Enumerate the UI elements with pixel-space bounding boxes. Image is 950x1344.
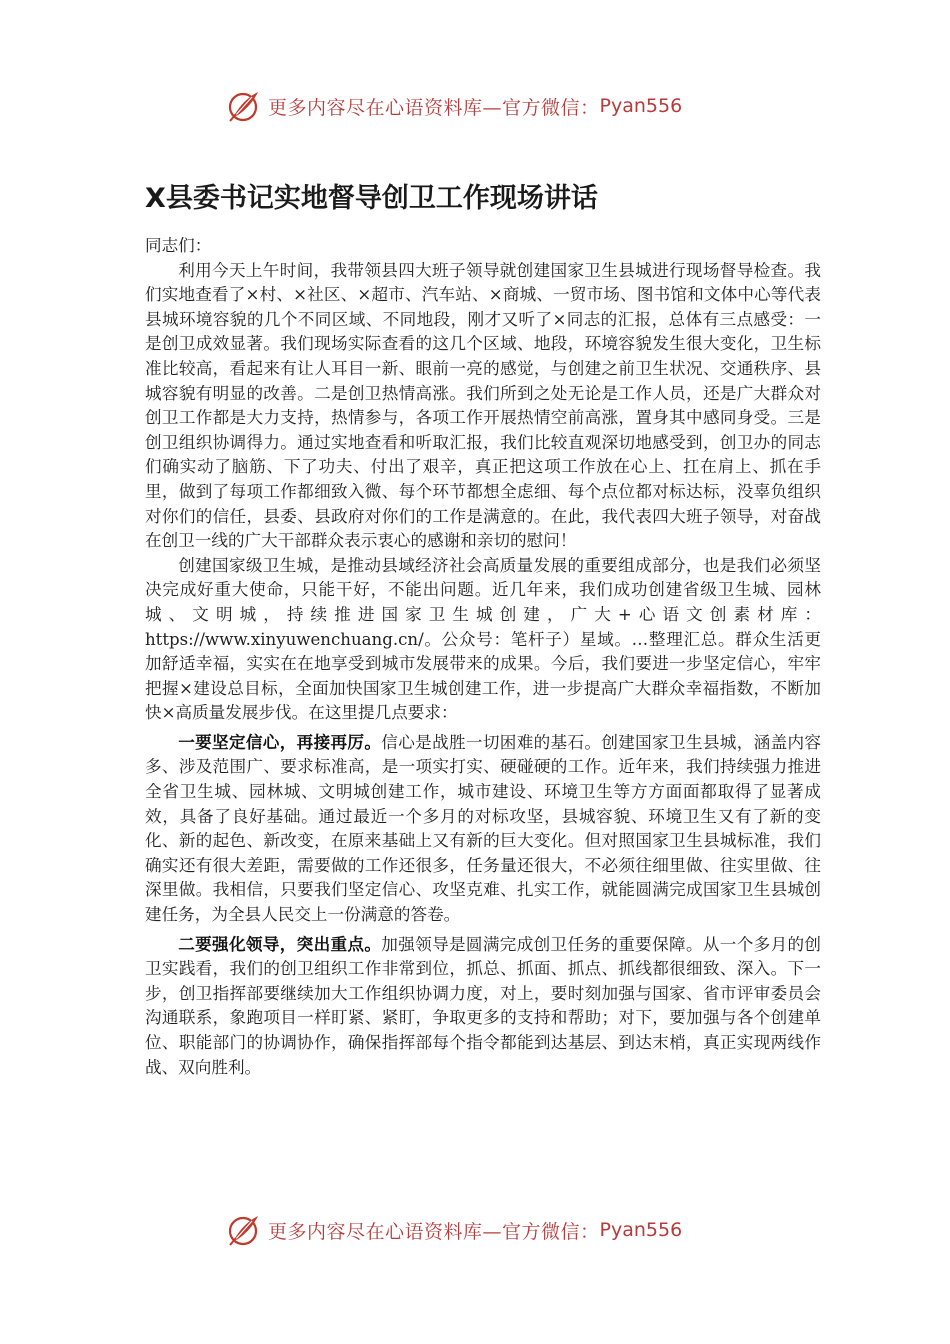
banner-text: 更多内容尽在心语资料库—官方微信： bbox=[268, 1220, 600, 1243]
feather-pen-logo-icon bbox=[226, 88, 262, 124]
paragraph-3-lead: 一要坚定信心，再接再厉。 bbox=[178, 731, 382, 752]
feather-pen-logo-icon bbox=[226, 1212, 262, 1248]
footer-watermark bbox=[226, 1210, 682, 1250]
paragraph-4-body: 加强领导是圆满完成创卫任务的重要保障。从一个多月的创卫实践看，我们的创卫组织工作非常到位，抓总、抓面、抓点、抓线都很细致、深入。下一步，创卫指挥部要继续加大工作组织协调力度，对上，要时刻加强与国家、省市评审委员会沟通联系，象跑项目一样盯紧、紧盯，争取更多的支持和帮助；对下，要加强与各个创建单位、职能部门的协调协作，确保指挥部每个指令都能到达基层、到达末梢，真正实现两线作战、双向胜利。 bbox=[145, 934, 822, 1077]
banner-wechat-id: Pyan556 bbox=[599, 95, 683, 117]
greeting: 同志们： bbox=[145, 236, 212, 255]
paragraph-3-body: 信心是战胜一切困难的基石。创建国家卫生县城，涵盖内容多、涉及范围广、要求标准高，是一项实打实、硬碰硬的工作。近年来，我们持续强力推进全省卫生城、园林城、文明城创建工作，城市建设、环境卫生等方方面面都取得了显著成效，具备了良好基础。通过最近一个多月的对标攻坚，县城容貌、环境卫生又有了新的变化、新的起色、新改变，在原来基础上又有新的巨大变化。但对照国家卫生县城标准，我们确实还有很大差距，需要做的工作还很多，任务量还很大，不必须往细里做、往实里做、往深里做。我相信，只要我们坚定信心、攻坚克难、扎实工作，就能圆满完成国家卫生县城创建任务，为全县人民交上一份满意的答卷。 bbox=[145, 732, 822, 925]
document-body bbox=[145, 234, 821, 1080]
paragraph-3 bbox=[145, 730, 821, 928]
banner-wechat-id: Pyan556 bbox=[599, 1219, 683, 1241]
document-title: X县委书记实地督导创卫工作现场讲话 bbox=[145, 183, 598, 214]
paragraph-1: 利用今天上午时间，我带领县四大班子领导就创建国家卫生县城进行现场督导检查。我们实地查看了×村、×社区、×超市、汽车站、×商城、一贸市场、图书馆和文体中心等代表县城环境容貌的几个不同区域、不同地段，刚才又听了×同志的汇报，总体有三点感受：一是创卫成效显著。我们现场实际查看的这几个区域、地段，环境容貌发生很大变化，卫生标准比较高，看起来有让人耳目一新、眼前一亮的感觉，与创建之前卫生状况、交通秩序、县城容貌有明显的改善。二是创卫热情高涨。我们所到之处无论是工作人员，还是广大群众对创卫工作都是大力支持，热情参与，各项工作开展热情空前高涨，置身其中感同身受。三是创卫组织协调得力。通过实地查看和听取汇报，我们比较直观深切地感受到，创卫办的同志们确实动了脑筋、下了功夫、付出了艰辛，真正把这项工作放在心上、扛在肩上、抓在手里，做到了每项工作都细致入微、每个环节都想全虑细、每个点位都对标达标，没辜负组织对你们的信任，县委、县政府对你们的工作是满意的。在此，我代表四大班子领导，对奋战在创卫一线的广大干部群众表示衷心的感谢和亲切的慰问！ bbox=[145, 260, 821, 551]
paragraph-4-lead: 二要强化领导，突出重点。 bbox=[178, 933, 382, 954]
paragraph-4 bbox=[145, 932, 821, 1081]
header-watermark bbox=[226, 86, 682, 126]
paragraph-2: 创建国家级卫生城，是推动县域经济社会高质量发展的重要组成部分，也是我们必须坚决完成好重大使命，只能干好，不能出问题。近几年来，我们成功创建省级卫生城、园林城、文明城，持续推进国家卫生城创建，广大+心语文创素材库：https://www.xinyuwenchuang.cn/。公众号：笔杆子）星域。…整理汇总。群众生活更加舒适幸福，实实在在地享受到城市发展带来的成果。今后，我们要进一步坚定信心，牢牢把握×建设总目标，全面加快国家卫生城创建工作，进一步提高广大群众幸福指数，不断加快×高质量发展步伐。在这里提几点要求： bbox=[145, 555, 821, 723]
banner-text: 更多内容尽在心语资料库—官方微信： bbox=[268, 96, 600, 119]
